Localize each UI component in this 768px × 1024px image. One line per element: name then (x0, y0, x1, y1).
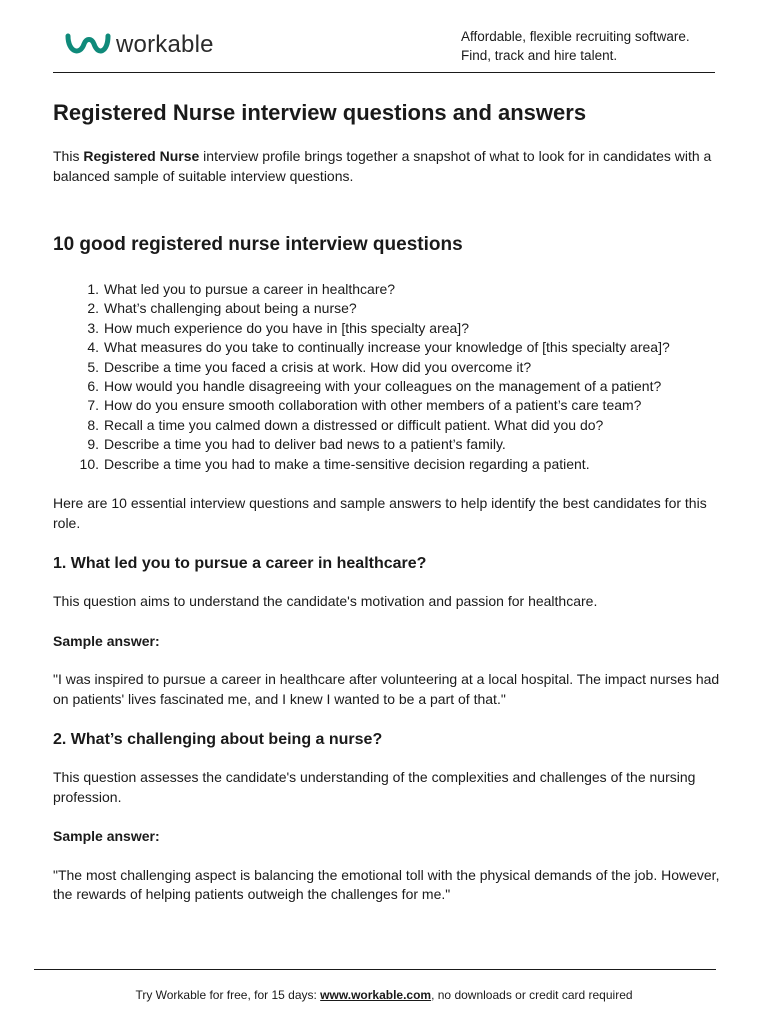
list-item (53, 416, 723, 435)
list-item-number: 8. (87, 416, 99, 433)
questions-list (53, 280, 723, 474)
list-item-text: How would you handle disagreeing with your colleagues on the management of a patient? (104, 378, 662, 395)
tagline-line-2: Find, track and hire talent. (461, 48, 618, 63)
list-item-text: What’s challenging about being a nurse? (104, 300, 357, 317)
list-item (53, 455, 723, 474)
list-item-text: Recall a time you calmed down a distressed or difficult patient. What did you do? (104, 416, 604, 433)
list-item-number: 10. (79, 455, 99, 472)
sample-answer-label-2: Sample answer: (53, 828, 160, 845)
questions-list-heading: 10 good registered nurse interview questions (53, 234, 463, 255)
section-description-1: This question aims to understand the candidate's motivation and passion for healthcare. (53, 593, 598, 610)
list-item (53, 358, 723, 377)
workable-link[interactable]: www.workable.com (320, 988, 432, 1002)
intro-bold: Registered Nurse (83, 148, 200, 164)
list-item-text: Describe a time you had to make a time-sensitive decision regarding a patient. (104, 455, 590, 472)
list-item-number: 4. (87, 339, 99, 356)
list-item-number: 6. (87, 378, 99, 395)
list-item (53, 396, 723, 415)
list-item-number: 7. (87, 397, 99, 414)
list-item-text: How do you ensure smooth collaboration with other members of a patient’s care team? (104, 397, 642, 414)
intro-suffix: interview profile brings together a snapshot of what to look for in candidates with a balanced sample of suitable interview questions. (53, 148, 712, 184)
section-heading-2: 2. What’s challenging about being a nurse? (53, 731, 383, 749)
intro-paragraph (53, 147, 723, 186)
page-header (0, 0, 768, 74)
page-title: Registered Nurse interview questions and answers (53, 100, 587, 125)
footer-suffix: , no downloads or credit card required (431, 988, 633, 1002)
sample-answer-label-1: Sample answer: (53, 632, 160, 649)
list-item (53, 377, 723, 396)
section-description-2: This question assesses the candidate's understanding of the complexities and challenges of the nursing profession. (53, 769, 696, 805)
list-item-text: How much experience do you have in [this specialty area]? (104, 319, 469, 336)
header-divider (53, 72, 715, 73)
list-item-number: 9. (87, 436, 99, 453)
list-item-number: 5. (87, 358, 99, 375)
list-item-text: What measures do you take to continually increase your knowledge of [this specialty area]? (104, 339, 670, 356)
intro-prefix: This (53, 148, 84, 164)
section-heading-1: 1. What led you to pursue a career in healthcare? (53, 555, 427, 573)
list-item-number: 3. (87, 319, 99, 336)
logo-text: workable (116, 31, 214, 58)
list-item-text: What led you to pursue a career in healthcare? (104, 281, 396, 297)
workable-logo-icon (64, 30, 112, 60)
list-item-number: 2. (87, 300, 99, 317)
tagline (461, 27, 690, 65)
list-item-number: 1. (87, 281, 99, 297)
page-footer (0, 988, 768, 1002)
footer-divider (34, 969, 716, 970)
document-body (53, 96, 723, 905)
footer-prefix: Try Workable for free, for 15 days: (135, 988, 321, 1002)
sample-answer-2: "The most challenging aspect is balancing the emotional toll with the physical demands of the job. However, the rewards of helping patients outweigh the challenges for me." (53, 866, 720, 903)
sample-answer-1: "I was inspired to pursue a career in healthcare after volunteering at a local hospital. The impact nurses had on patients' lives fascinated me, and I knew I wanted to be a part of that." (53, 671, 720, 707)
list-item (53, 280, 723, 299)
tagline-line-1: Affordable, flexible recruiting software. (461, 29, 690, 44)
list-item-text: Describe a time you faced a crisis at work. How did you overcome it? (104, 358, 532, 375)
list-item (53, 435, 723, 454)
list-summary-paragraph: Here are 10 essential interview questions and sample answers to help identify the best candidates for this role. (53, 495, 707, 531)
workable-logo[interactable] (64, 30, 214, 60)
list-item (53, 319, 723, 338)
list-item-text: Describe a time you had to deliver bad news to a patient’s family. (104, 436, 506, 453)
list-item (53, 338, 723, 357)
list-item (53, 299, 723, 318)
